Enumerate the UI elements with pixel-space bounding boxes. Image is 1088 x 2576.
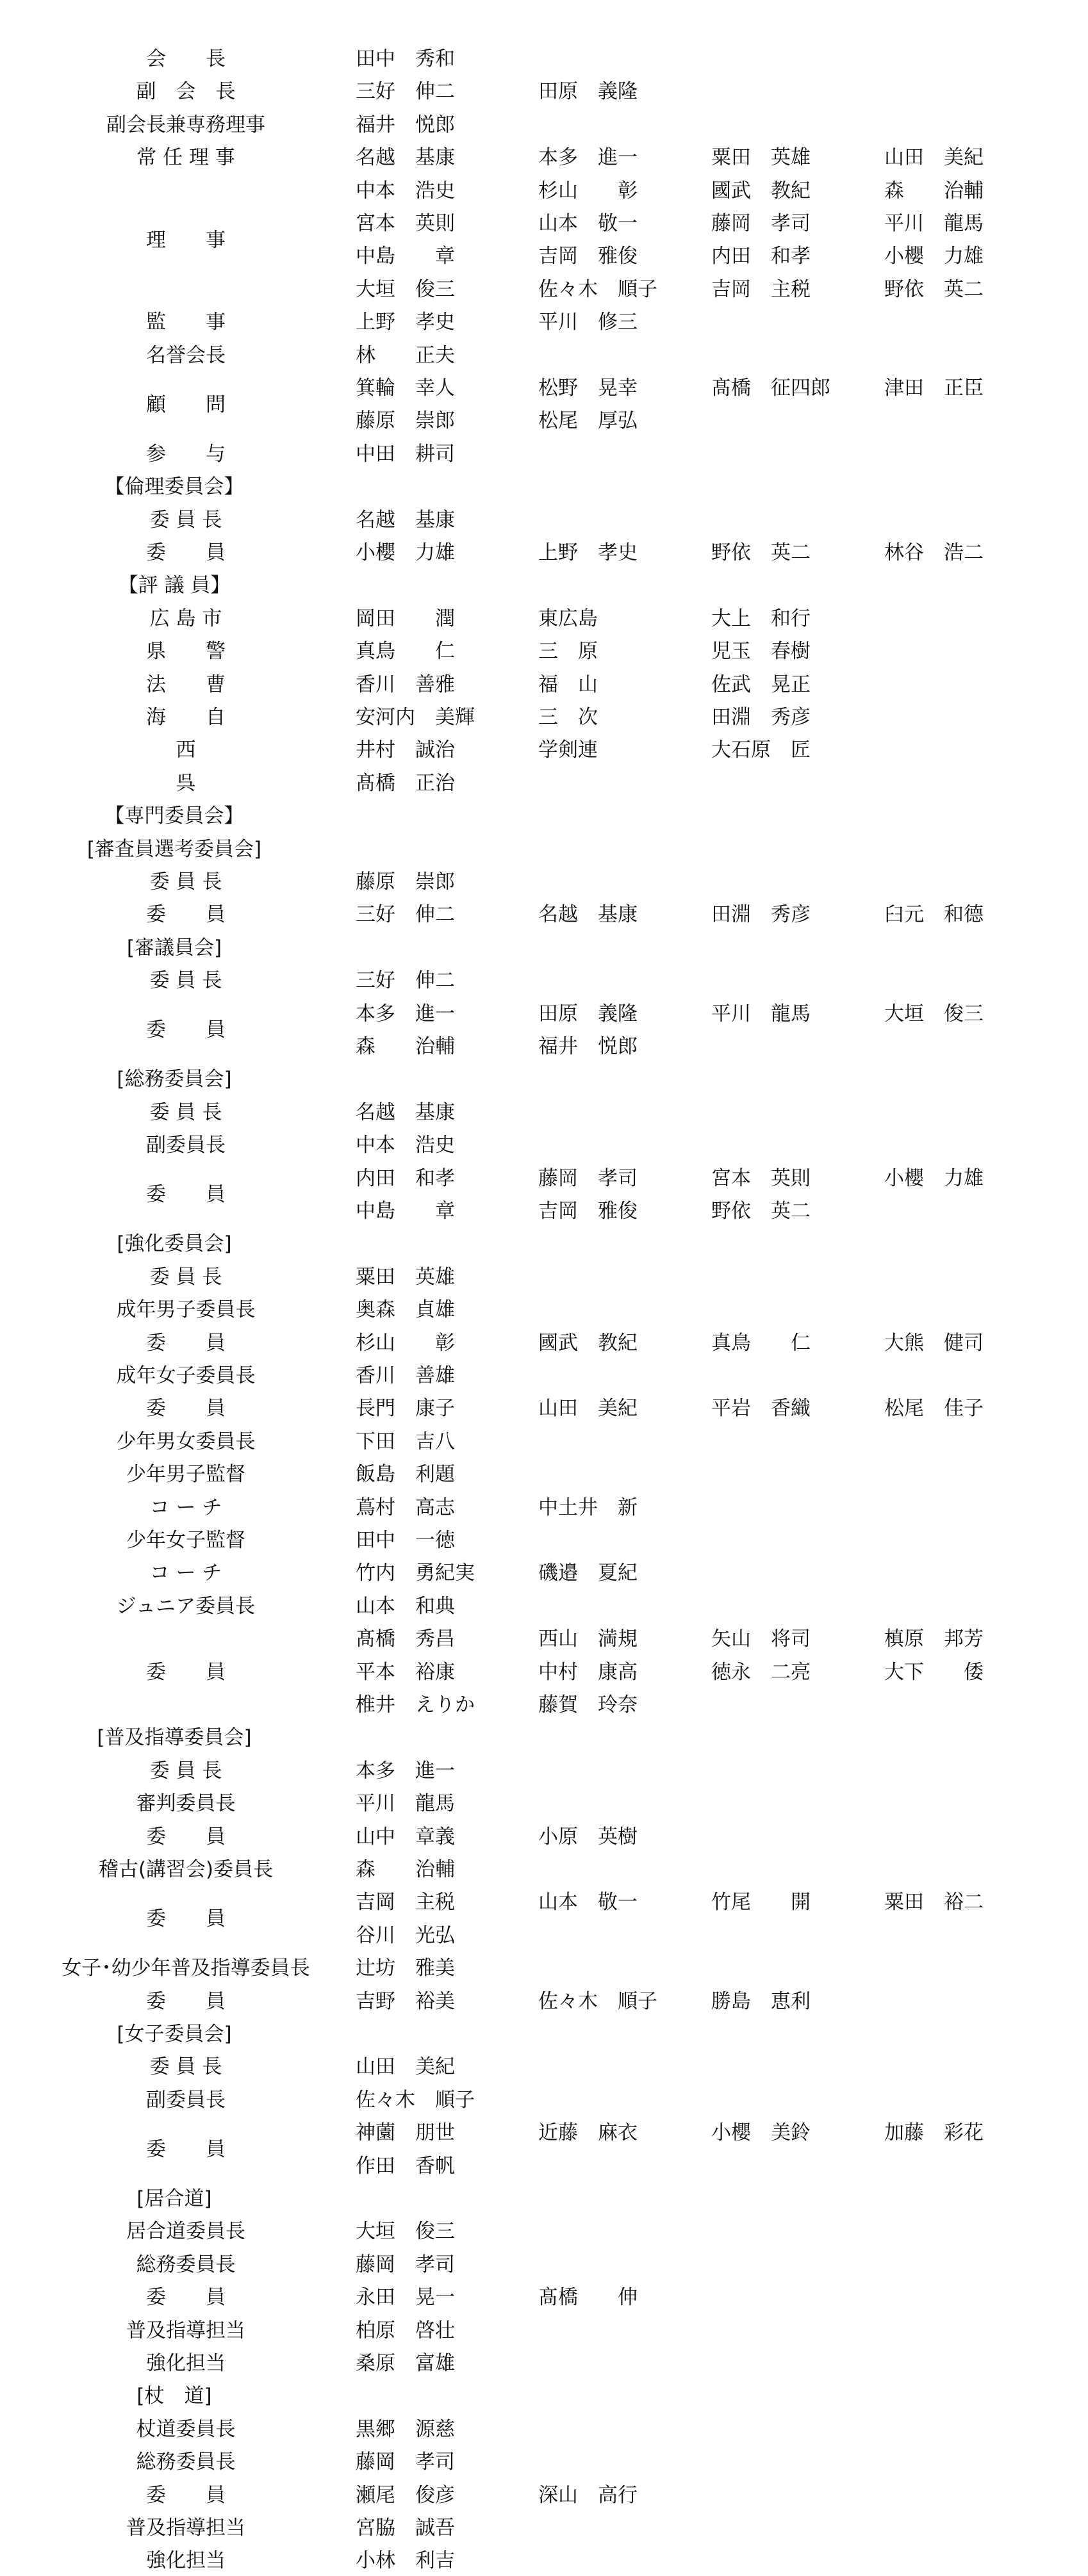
member-name: 内田 和孝 [711,245,811,268]
spanning-role-row [0,391,1088,419]
member-name: 粟田 英雄 [711,146,811,170]
member-name: 田原 義隆 [538,1002,638,1025]
member-name: 田淵 秀彦 [711,903,811,927]
member-name: 山田 美紀 [538,1397,638,1421]
member-name: 山田 美紀 [884,146,984,170]
member-name: 谷川 光弘 [356,1923,455,1947]
member-name: 作田 香帆 [356,2154,455,2178]
member-name: 平川 龍馬 [711,1002,811,1025]
section-heading: [居合道] [136,2187,212,2210]
member-name: 中村 康高 [538,1660,638,1684]
member-name: 深山 高行 [538,2483,638,2507]
member-name: 上野 孝史 [538,541,638,564]
section-heading-row [0,473,1088,501]
member-name: 杉山 彰 [356,1331,455,1355]
role-label: 西 [176,738,196,762]
member-name: 森 治輔 [356,1035,455,1058]
member-name: 山本 敬一 [538,1891,638,1914]
roster-row [0,2251,1088,2279]
member-name: 三 次 [538,706,598,729]
member-name: 中島 章 [356,245,455,268]
member-name: 平川 龍馬 [356,1792,455,1816]
roster-row [0,275,1088,304]
member-name: 平本 裕康 [356,1660,455,1684]
section-heading-row [0,571,1088,599]
member-name: 神薗 朋世 [356,2121,455,2145]
member-name: 大熊 健司 [884,1331,984,1355]
section-heading-row [0,835,1088,863]
section-heading: 【評 議 員】 [118,574,231,598]
roster-row [0,1592,1088,1620]
section-heading-row [0,802,1088,830]
member-name: 小櫻 美鈴 [711,2121,811,2145]
member-name: 林 正夫 [356,343,455,367]
section-heading: [女子委員会] [117,2023,232,2046]
roster-row [0,1658,1088,1686]
member-name: 児玉 春樹 [711,640,811,664]
section-heading: [審議員会] [126,936,222,959]
member-name: 髙橋 秀昌 [356,1627,455,1651]
member-name: 黒郷 源慈 [356,2417,455,2441]
member-name: 平川 龍馬 [884,212,984,235]
roster-row [0,1296,1088,1324]
role-label: 委 員 長 [149,1265,222,1289]
spanning-role-row [0,1905,1088,1933]
member-name: 小林 利吉 [356,2549,455,2573]
role-label: 成年女子委員長 [116,1364,256,1387]
member-name: 宮本 英則 [711,1166,811,1190]
member-name: 中本 浩史 [356,1134,455,1157]
roster-row [0,1460,1088,1488]
member-name: 大垣 俊三 [356,277,455,301]
member-name: 下田 吉八 [356,1430,455,1453]
role-label: 副 会 長 [136,80,236,104]
member-name: 桑原 富雄 [356,2352,455,2375]
role-label: 委 員 長 [149,508,222,532]
member-name: 勝島 恵利 [711,1989,811,2013]
member-name: 永田 晃一 [356,2286,455,2310]
role-label: 強化担当 [146,2352,226,2375]
section-heading: [杖 道] [136,2384,212,2408]
member-name: 辻坊 雅美 [356,1957,455,1980]
member-name: 本多 進一 [356,1002,455,1025]
member-name: 安河内 美輝 [356,706,475,729]
roster-row [0,769,1088,797]
member-name: 吉岡 雅俊 [538,1200,638,1223]
role-label: 委 員 長 [149,1759,222,1782]
role-label: 普及指導担当 [126,2516,245,2539]
member-name: 箕輪 幸人 [356,377,455,400]
section-heading-row [0,2382,1088,2410]
member-name: 名越 基康 [356,146,455,170]
roster-row [0,1954,1088,1982]
member-name: 山中 章義 [356,1825,455,1848]
member-name: 大上 和行 [711,607,811,630]
member-name: 大垣 俊三 [356,2220,455,2244]
spanning-role-row [0,1016,1088,1044]
member-name: 槙原 邦芳 [884,1627,984,1651]
role-label: 法 曹 [146,673,226,696]
role-label: 総務委員長 [136,2253,236,2276]
member-name: 三好 伸二 [356,903,455,927]
role-label: 常 任 理 事 [136,146,235,170]
role-label: 委 員 [146,1907,226,1931]
role-label: ジュニア委員長 [116,1594,256,1618]
roster-row [0,2217,1088,2246]
member-name: 真鳥 仁 [356,640,455,664]
member-name: 本多 進一 [356,1759,455,1782]
member-name: 佐々木 順子 [356,2088,475,2112]
section-heading: 【専門委員会】 [104,804,244,828]
member-name: 真鳥 仁 [711,1331,811,1355]
member-name: 田淵 秀彦 [711,706,811,729]
role-label: 委 員 [146,1989,226,2013]
role-label: 呉 [176,771,196,795]
role-label: 居合道委員長 [126,2220,245,2244]
member-name: 佐武 晃正 [711,673,811,696]
role-label: 参 与 [146,442,226,466]
roster-row [0,1394,1088,1423]
member-name: 中土井 新 [538,1496,638,1519]
role-label: 名誉会長 [146,343,226,367]
roster-row [0,2514,1088,2542]
member-name: 蔦村 高志 [356,1496,455,1519]
roster-row [0,736,1088,764]
roster-row [0,1987,1088,2016]
member-name: 國武 教紀 [711,179,811,202]
roster-row [0,177,1088,205]
member-name: 竹尾 開 [711,1891,811,1914]
member-name: 藤原 崇郎 [356,870,455,893]
roster-row [0,2415,1088,2443]
member-name: 小櫻 力雄 [356,541,455,564]
role-label: 委 員 [146,1018,226,1042]
member-name: 藤原 崇郎 [356,409,455,433]
roster-row [0,966,1088,995]
member-name: 藤岡 孝司 [711,212,811,235]
member-name: 中本 浩史 [356,179,455,202]
section-heading-row [0,1230,1088,1258]
member-name: 吉岡 主税 [711,277,811,301]
section-heading-row [0,1065,1088,1093]
section-heading: [普及指導委員会] [97,1726,252,1750]
member-name: 松野 晃幸 [538,377,638,400]
role-label: 少年男子監督 [126,1463,245,1487]
roster-row [0,1526,1088,1554]
role-label: 委 員 [146,2286,226,2310]
member-name: 小櫻 力雄 [884,245,984,268]
section-heading-row [0,934,1088,962]
member-name: 國武 教紀 [538,1331,638,1355]
roster-row [0,308,1088,336]
role-label: 委 員 [146,1397,226,1421]
role-label: 広 島 市 [149,607,222,630]
member-name: 野依 英二 [884,277,984,301]
role-label: 委 員 長 [149,969,222,993]
member-name: 平川 修三 [538,311,638,334]
member-name: 林谷 浩二 [884,541,984,564]
member-name: 奥森 貞雄 [356,1298,455,1322]
member-name: 小原 英樹 [538,1825,638,1848]
roster-row [0,341,1088,370]
role-label: コ ー チ [149,1561,222,1585]
member-name: 田中 秀和 [356,47,455,70]
roster-row [0,637,1088,665]
role-label: 委 員 [146,903,226,927]
member-name: 福 山 [538,673,598,696]
roster-row [0,1362,1088,1390]
role-label: 海 自 [146,706,226,729]
section-heading-row [0,2020,1088,2048]
roster-row [0,2317,1088,2345]
member-name: 粟田 裕二 [884,1891,984,1914]
member-name: 松尾 佳子 [884,1397,984,1421]
member-name: 井村 誠治 [356,738,455,762]
section-heading: [審査員選考委員会] [87,837,262,861]
section-heading: [総務委員会] [117,1068,232,1091]
member-name: 小櫻 力雄 [884,1166,984,1190]
member-name: 香川 善雅 [356,673,455,696]
roster-row [0,2547,1088,2575]
member-name: 藤岡 孝司 [356,2253,455,2276]
member-name: 香川 善雄 [356,1364,455,1387]
member-name: 山田 美紀 [356,2055,455,2079]
member-name: 飯島 利題 [356,1463,455,1487]
role-label: 会 長 [146,47,226,70]
roster-row [0,2283,1088,2311]
roster-row [0,143,1088,172]
member-name: 中田 耕司 [356,442,455,466]
roster-row [0,440,1088,468]
member-name: 森 治輔 [884,179,984,202]
member-name: 吉岡 主税 [356,1891,455,1914]
role-label: 委 員 [146,1183,226,1207]
member-name: 近藤 麻衣 [538,2121,638,2145]
role-label: 委 員 長 [149,870,222,893]
role-label: コ ー チ [149,1496,222,1519]
roster-row [0,1428,1088,1456]
roster-row [0,1494,1088,1522]
member-name: 吉野 裕美 [356,1989,455,2013]
member-name: 粟田 英雄 [356,1265,455,1289]
member-name: 津田 正臣 [884,377,984,400]
member-name: 名越 基康 [538,903,638,927]
member-name: 徳永 二亮 [711,1660,811,1684]
roster-row [0,1098,1088,1127]
member-name: 髙橋 伸 [538,2286,638,2310]
member-name: 椎井 えりか [356,1693,475,1716]
member-name: 竹内 勇紀実 [356,1561,475,1585]
role-label: 女子･幼少年普及指導委員長 [62,1957,310,1980]
role-label: 顧 問 [146,393,226,416]
roster-row [0,1131,1088,1159]
member-name: 田原 義隆 [538,80,638,104]
role-label: 少年男女委員長 [116,1430,256,1453]
member-name: 学剣連 [538,738,598,762]
roster-row [0,2053,1088,2081]
member-name: 三 原 [538,640,598,664]
member-name: 藤岡 孝司 [538,1166,638,1190]
role-label: 理 事 [146,228,226,252]
roster-row [0,2481,1088,2509]
role-label: 杖道委員長 [136,2417,236,2441]
member-name: 佐々木 順子 [538,277,657,301]
roster-row [0,1559,1088,1587]
member-name: 磯邉 夏紀 [538,1561,638,1585]
member-name: 髙橋 征四郎 [711,377,830,400]
roster-row [0,2349,1088,2377]
member-name: 瀬尾 俊彦 [356,2483,455,2507]
member-name: 中島 章 [356,1200,455,1223]
member-name: 内田 和孝 [356,1166,455,1190]
role-label: 普及指導担当 [126,2319,245,2342]
role-label: 総務委員長 [136,2450,236,2474]
member-name: 名越 基康 [356,508,455,532]
role-label: 副委員長 [146,1134,226,1157]
spanning-role-row [0,1180,1088,1209]
member-name: 本多 進一 [538,146,638,170]
member-name: 柏原 啓壮 [356,2319,455,2342]
member-name: 加藤 彩花 [884,2121,984,2145]
roster-row [0,45,1088,73]
member-name: 矢山 将司 [711,1627,811,1651]
member-name: 臼元 和德 [884,903,984,927]
member-name: 野依 英二 [711,1200,811,1223]
member-name: 大垣 俊三 [884,1002,984,1025]
member-name: 長門 康子 [356,1397,455,1421]
roster-row [0,2086,1088,2114]
roster-row [0,111,1088,139]
member-name: 藤賀 玲奈 [538,1693,638,1716]
role-label: 副会長兼専務理事 [106,113,265,136]
member-name: 松尾 厚弘 [538,409,638,433]
roster-row [0,1855,1088,1884]
section-heading: [強化委員会] [117,1232,232,1256]
role-label: 少年女子監督 [126,1529,245,1552]
member-name: 大下 倭 [884,1660,984,1684]
member-name: 東広島 [538,607,598,630]
section-heading: 【倫理委員会】 [104,475,244,499]
spanning-role-row [0,2135,1088,2164]
member-name: 吉岡 雅俊 [538,245,638,268]
member-name: 田中 一徳 [356,1529,455,1552]
role-label: 県 警 [146,640,226,664]
roster-row [0,868,1088,896]
roster-row [0,901,1088,929]
member-name: 森 治輔 [356,1858,455,1881]
spanning-role-row [0,226,1088,254]
role-label: 委 員 [146,2483,226,2507]
member-name: 山本 和典 [356,1594,455,1618]
roster-row [0,1789,1088,1818]
member-name: 三好 伸二 [356,80,455,104]
member-name: 髙橋 正治 [356,771,455,795]
role-label: 成年男子委員長 [116,1298,256,1322]
member-name: 藤岡 孝司 [356,2450,455,2474]
roster-row [0,1625,1088,1653]
member-name: 名越 基康 [356,1100,455,1124]
role-label: 委 員 長 [149,1100,222,1124]
member-name: 佐々木 順子 [538,1989,657,2013]
section-heading-row [0,1724,1088,1752]
role-label: 審判委員長 [136,1792,236,1816]
roster-row [0,1691,1088,1719]
member-name: 山本 敬一 [538,212,638,235]
member-name: 宮本 英則 [356,212,455,235]
member-name: 西山 満規 [538,1627,638,1651]
roster-row [0,703,1088,731]
member-name: 杉山 彰 [538,179,638,202]
role-label: 委 員 [146,1660,226,1684]
roster-row [0,506,1088,534]
roster-row [0,605,1088,633]
roster-row [0,1757,1088,1785]
roster-row [0,1823,1088,1851]
roster-row [0,539,1088,567]
role-label: 委 員 [146,541,226,564]
role-label: 副委員長 [146,2088,226,2112]
member-name: 岡田 潤 [356,607,455,630]
role-label: 稽古(講習会)委員長 [98,1858,274,1881]
member-name: 野依 英二 [711,541,811,564]
member-name: 三好 伸二 [356,969,455,993]
role-label: 委 員 長 [149,2055,222,2079]
member-name: 宮脇 誠吾 [356,2516,455,2539]
member-name: 福井 悦郎 [538,1035,638,1058]
member-name: 平岩 香織 [711,1397,811,1421]
roster-row [0,671,1088,699]
roster-row [0,1329,1088,1357]
member-name: 上野 孝史 [356,311,455,334]
role-label: 委 員 [146,1825,226,1848]
member-name: 福井 悦郎 [356,113,455,136]
roster-row [0,2448,1088,2476]
roster-row [0,77,1088,106]
section-heading-row [0,2185,1088,2213]
role-label: 強化担当 [146,2549,226,2573]
member-name: 大石原 匠 [711,738,811,762]
role-label: 委 員 [146,1331,226,1355]
role-label: 監 事 [146,311,226,334]
roster-row [0,1263,1088,1291]
role-label: 委 員 [146,2137,226,2161]
